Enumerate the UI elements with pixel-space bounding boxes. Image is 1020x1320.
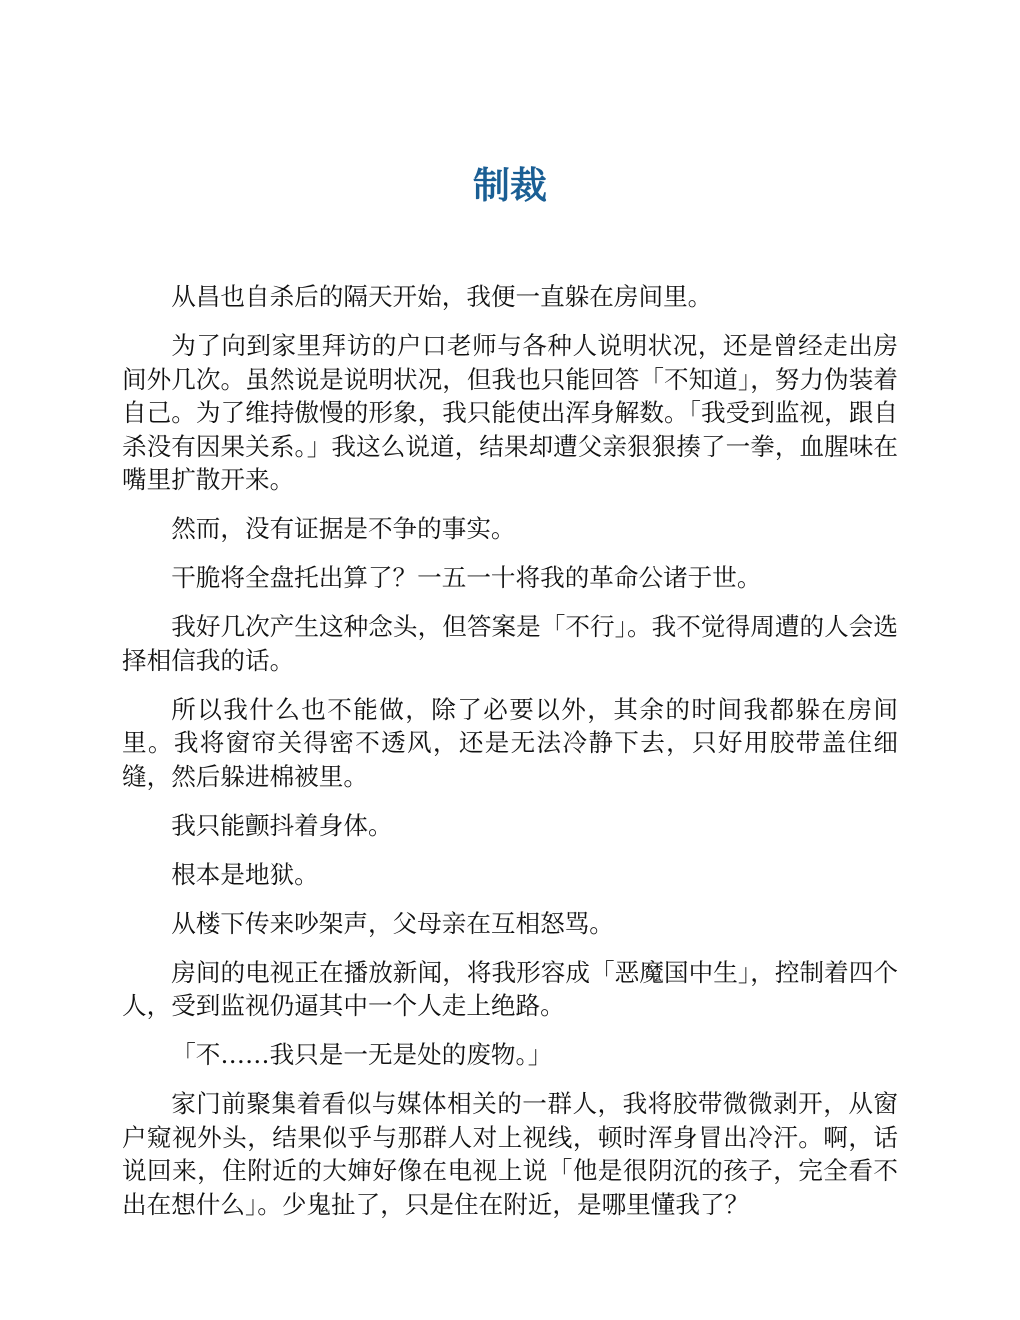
paragraph: 为了向到家里拜访的户口老师与各种人说明状况，还是曾经走出房间外几次。虽然说是说明状况，但我也只能回答「不知道」，努力伪装着自己。为了维持傲慢的形象，我只能使出浑身解数。「我受到监视，跟自杀没有因果关系。」我这么说道，结果却遭父亲狠狠揍了一拳，血腥味在嘴里扩散开来。	[122, 331, 898, 494]
paragraph: 然而，没有证据是不争的事实。	[171, 514, 516, 543]
paragraph: 家门前聚集着看似与媒体相关的一群人，我将胶带微微剥开，从窗户窥视外头，结果似乎与那群人对上视线，顿时浑身冒出冷汗。啊，话说回来，住附近的大婶好像在电视上说「他是很阴沉的孩子，完全看不出在想什么」。少鬼扯了，只是住在附近，是哪里懂我了？	[122, 1089, 898, 1219]
paragraph: 根本是地狱。	[171, 859, 319, 889]
chapter-title: 制裁	[473, 164, 547, 207]
paragraph: 我好几次产生这种念头，但答案是「不行」。我不觉得周遭的人会选择相信我的话。	[122, 612, 898, 675]
paragraph: 干脆将全盘托出算了？一五一十将我的革命公诸于世。	[171, 563, 762, 592]
chapter-body	[122, 280, 898, 1237]
paragraph: 所以我什么也不能做，除了必要以外，其余的时间我都躲在房间里。我将窗帘关得密不透风，还是无法冷静下去，只好用胶带盖住细缝，然后躲进棉被里。	[122, 694, 898, 791]
paragraph: 从昌也自杀后的隔天开始，我便一直躲在房间里。	[171, 282, 713, 311]
paragraph: 房间的电视正在播放新闻，将我形容成「恶魔国中生」，控制着四个人，受到监视仍逼其中一个人走上绝路。	[122, 957, 898, 1020]
paragraph: 从楼下传来吵架声，父母亲在互相怒骂。	[171, 908, 614, 938]
paragraph: 我只能颤抖着身体。	[171, 810, 393, 840]
paragraph: 「不……我只是一无是处的废物。」	[171, 1040, 553, 1069]
